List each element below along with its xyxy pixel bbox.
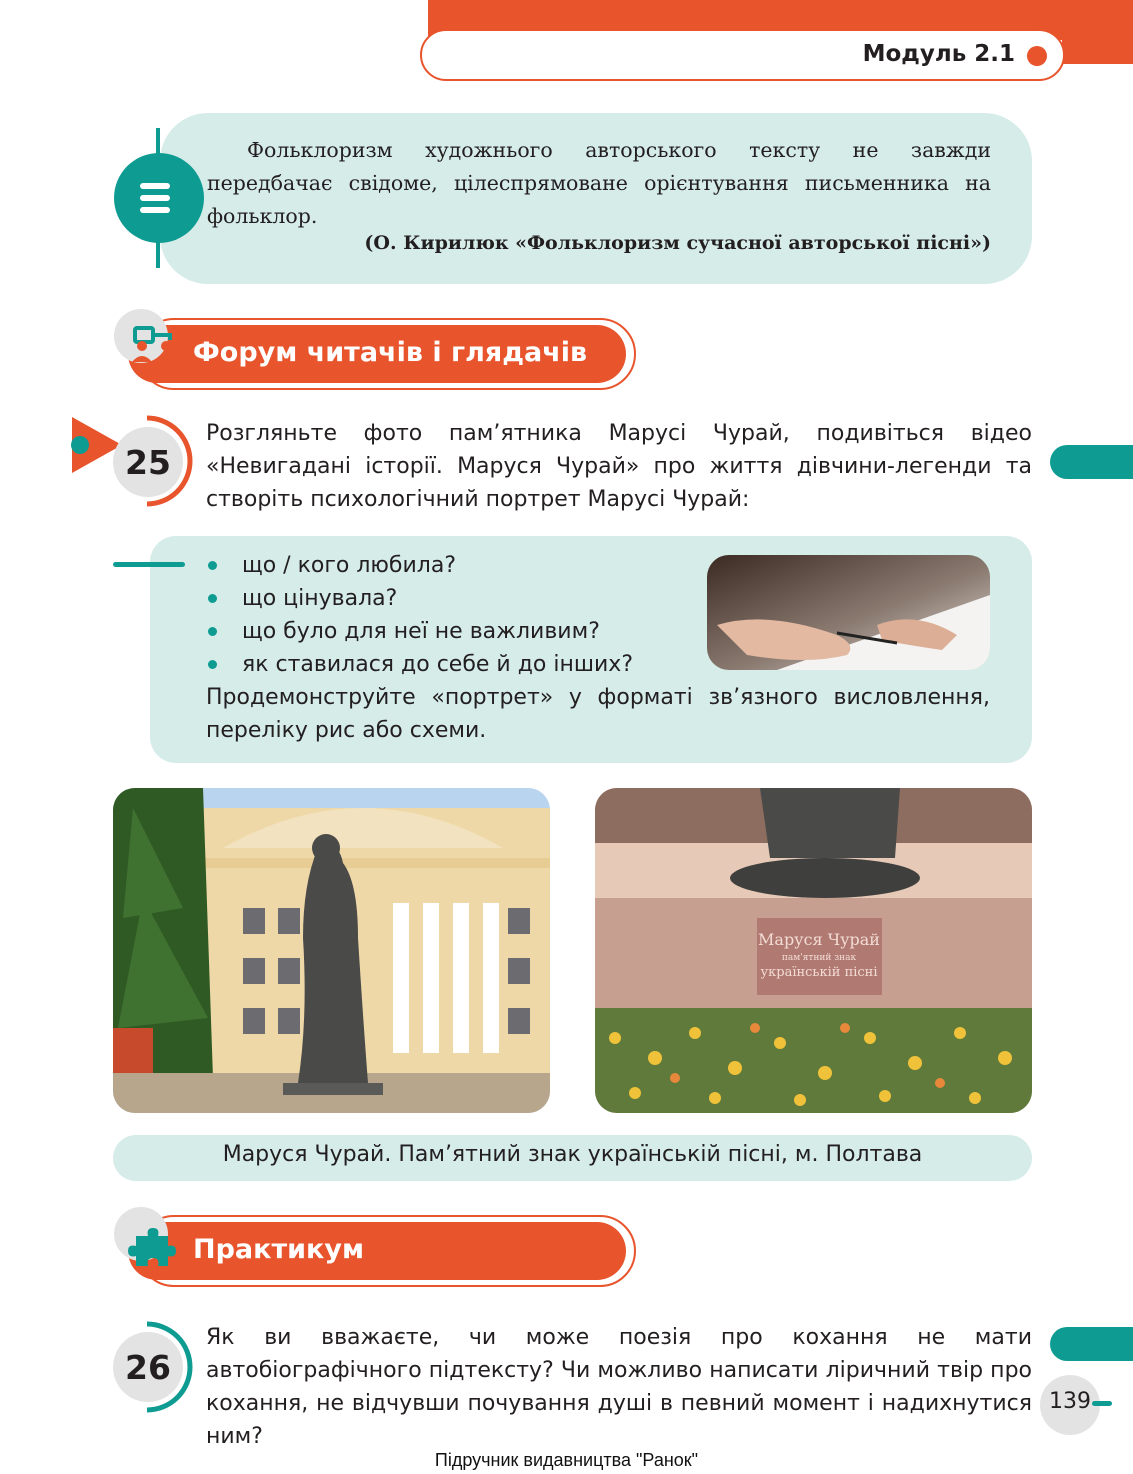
task-instruction: Продемонструйте «портрет» у форматі зв’язного висловлення, переліку рис або схеми. xyxy=(206,685,990,743)
side-tab xyxy=(1050,1327,1133,1361)
photo-caption: Маруся Чурай. Пам’ятний знак українській пісні, м. Полтава xyxy=(222,1142,923,1167)
publisher-footer: Підручник видавництва "Ранок" xyxy=(434,1450,699,1470)
task-number: 25 xyxy=(113,427,183,497)
list-item: що / кого любила? xyxy=(206,549,633,582)
section-title-forum: Форум читачів і глядачів xyxy=(193,337,588,368)
writing-hands-photo xyxy=(707,555,990,670)
menu-lines-icon xyxy=(114,153,204,243)
side-tab xyxy=(1050,445,1133,479)
list-item: що цінувала? xyxy=(206,582,633,615)
people-network-icon xyxy=(130,322,180,372)
bullet-dot xyxy=(208,627,217,636)
header-band-right xyxy=(1062,28,1133,64)
bullet-dot xyxy=(208,594,217,603)
module-label: Модуль 2.1 xyxy=(862,41,1015,67)
bullet-box-dash xyxy=(113,562,185,567)
plaque-photo xyxy=(595,788,1032,1113)
task-text: Як ви вважаєте, чи може поезія про кохання не мати автобіографічного підтексту? Чи можливо написати ліричний твір про кохання, не відчувши почування душі в певний момент і надихнутися ним? xyxy=(206,1325,1032,1449)
page-number-dash xyxy=(1092,1401,1112,1406)
bullet-dot xyxy=(208,561,217,570)
list-item: як ставилася до себе й до інших? xyxy=(206,648,633,681)
plaque-line-3: українській пісні xyxy=(760,965,878,980)
section-title-practicum: Практикум xyxy=(193,1234,365,1265)
task-number: 26 xyxy=(113,1332,183,1402)
plaque-line-2: пам'ятний знак xyxy=(781,953,857,963)
list-item: що було для неї не важливим? xyxy=(206,615,633,648)
page-number: 139 xyxy=(1049,1389,1091,1414)
quote-text: Фольклоризм художнього авторського тексту не завжди передбачає свідоме, цілеспрямоване орієнтування письменника на фольклор. xyxy=(207,138,991,228)
puzzle-icon xyxy=(128,1222,178,1272)
question-list xyxy=(206,549,633,681)
task-text: Розгляньте фото пам’ятника Марусі Чурай, подивіться відео «Невигадані історії. Маруся Чурай» про життя дівчини-легенди та створіть психологічний портрет Марусі Чурай: xyxy=(206,421,1032,512)
module-dot xyxy=(1027,46,1047,66)
quote-source: (О. Кирилюк «Фольклоризм сучасної авторської пісні») xyxy=(364,232,991,254)
statue-photo xyxy=(113,788,550,1113)
bullet-dot xyxy=(208,660,217,669)
plaque-line-1: Маруся Чурай xyxy=(758,930,880,949)
